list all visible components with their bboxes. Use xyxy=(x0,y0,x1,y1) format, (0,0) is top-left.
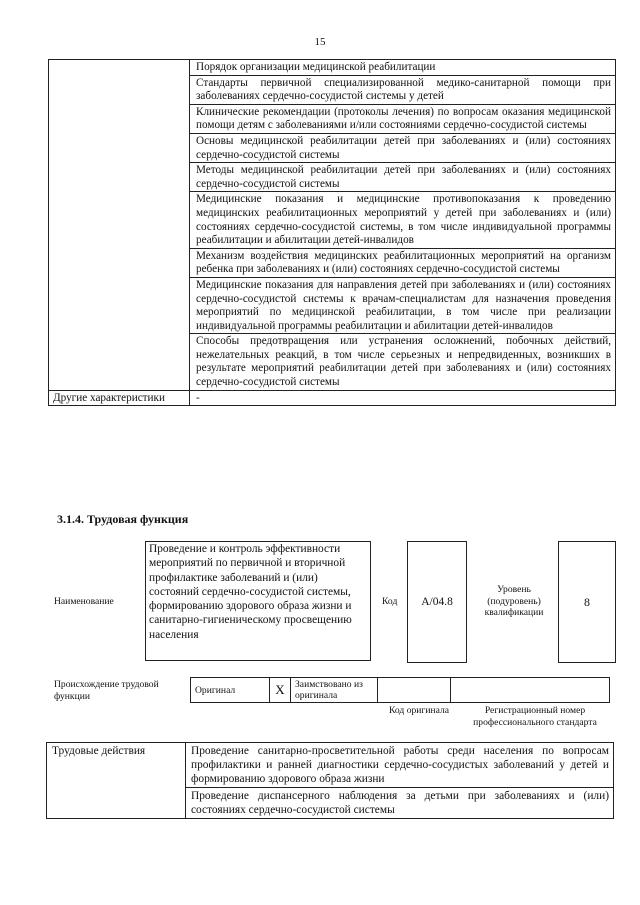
labor-actions-label: Трудовые действия xyxy=(47,743,186,819)
other-characteristics-value: - xyxy=(190,390,616,406)
table-cell: Порядок организации медицинской реабилитации xyxy=(190,60,616,76)
table-cell: Способы предотвращения или устранения осложнений, побочных действий, нежелательных реакций, в том числе серьезных и непредвиденных, возникших в результате мероприятий реабилитации детей при заболеваниях и (или) состояниях сердечно-сосудистой системы xyxy=(190,334,616,390)
code-original-label: Код оригинала xyxy=(388,705,450,716)
origin-table xyxy=(190,677,610,703)
row-label-empty xyxy=(49,60,190,391)
page-number: 15 xyxy=(314,36,326,48)
table-row xyxy=(49,390,616,406)
table-cell: Медицинские показания и медицинские противопоказания к проведению медицинских реабилитационных мероприятий у детей при заболеваниях и (или) состояниях сердечно-сосудистой системы, в том числе индивидуальной программы реабилитации и абилитации детей-инвалидов xyxy=(190,192,616,248)
code-box xyxy=(407,541,467,663)
table-cell: Методы медицинской реабилитации детей при заболеваниях и (или) состояниях сердечно-сосудистой системы xyxy=(190,163,616,192)
knowledge-table xyxy=(48,59,616,406)
code-value: A/04.8 xyxy=(421,596,453,608)
table-cell: Основы медицинской реабилитации детей при заболеваниях и (или) состояниях сердечно-сосудистой системы xyxy=(190,133,616,162)
table-cell: Стандарты первичной специализированной медико-санитарной помощи при заболеваниях сердечно-сосудистой системы у детей xyxy=(190,75,616,104)
original-mark: X xyxy=(270,678,291,703)
name-label: Наименование xyxy=(54,596,114,607)
table-cell: Клинические рекомендации (протоколы лечения) по вопросам оказания медицинской помощи детям с заболеваниями и/или состояниями сердечно-сосудистой системы xyxy=(190,104,616,133)
table-row xyxy=(47,743,614,788)
code-label: Код xyxy=(382,596,398,607)
table-cell: Проведение санитарно-просветительной работы среди населения по вопросам профилактики и ранней диагностики сердечно-сосудистых заболеваний у детей и формированию здорового образа жизни xyxy=(186,743,614,788)
section-title: 3.1.4. Трудовая функция xyxy=(57,512,189,526)
table-cell: Медицинские показания для направления детей при заболеваниях и (или) состояниях сердечно-сосудистой системы к врачам-специалистам для назначения проведения мероприятий по медицинской реабилитации, в том числе при реализации индивидуальной программы реабилитации и абилитации детей-инвалидов xyxy=(190,277,616,333)
other-characteristics-label: Другие характеристики xyxy=(49,390,190,406)
table-cell: Проведение диспансерного наблюдения за детьми при заболеваниях и (или) состояниях сердечно-сосудистой системы xyxy=(186,788,614,819)
level-box xyxy=(558,541,616,663)
labor-actions-table xyxy=(46,742,614,819)
level-label: Уровень (подуровень) квалификации xyxy=(484,584,544,618)
table-row xyxy=(49,60,616,76)
function-name-box: Проведение и контроль эффективности мероприятий по первичной и вторичной профилактике заболеваний и (или) состояний сердечно-сосудистой системы, формированию здорового образа жизни и санитарно-гигиеническому просвещению населения xyxy=(145,541,371,661)
code-original-cell xyxy=(378,678,451,703)
reg-number-label: Регистрационный номер профессионального стандарта xyxy=(473,705,597,728)
level-value: 8 xyxy=(584,594,590,609)
reg-number-cell xyxy=(451,678,610,703)
origin-label: Происхождение трудовой функции xyxy=(54,679,159,702)
original-label: Оригинал xyxy=(191,678,270,703)
borrowed-label: Заимствовано из оригинала xyxy=(291,678,378,703)
table-cell: Механизм воздействия медицинских реабилитационных мероприятий на организм ребенка при заболеваниях и (или) состояниях сердечно-сосудистой системы xyxy=(190,248,616,277)
